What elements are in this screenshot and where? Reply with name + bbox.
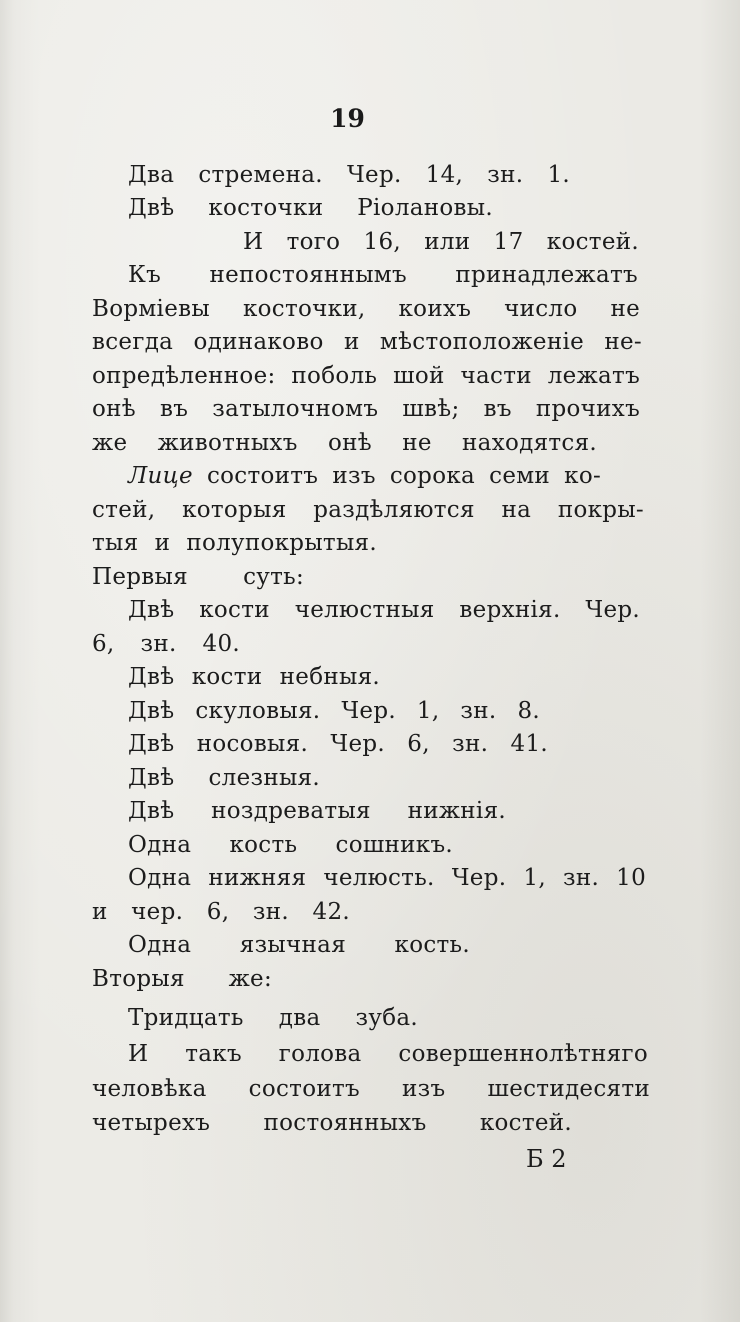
italic-term: Лице	[128, 463, 193, 489]
text-line: Двѣ слезныя.	[128, 765, 320, 791]
text-line: Одна кость сошникъ.	[128, 832, 454, 858]
text-line: онѣ въ затылочномъ швѣ; въ прочихъ	[92, 396, 641, 422]
text-line: Два стремена. Чер. 14, зн. 1.	[128, 162, 570, 188]
text-line: тыя и полупокрытыя.	[92, 530, 377, 556]
text-line	[128, 461, 601, 491]
text-line: Двѣ носовыя. Чер. 6, зн. 41.	[128, 731, 548, 757]
text-line: 6, зн. 40.	[92, 631, 240, 657]
text-line: Двѣ кости челюстныя верхнія. Чер.	[128, 597, 641, 623]
text-line: всегда одинаково и мѣстоположеніе не-	[92, 329, 642, 355]
text-line: Двѣ скуловыя. Чер. 1, зн. 8.	[128, 698, 540, 724]
text-line: Ворміевы косточки, коихъ число не	[92, 296, 640, 322]
text-line: Первыя суть:	[92, 564, 304, 590]
text-line: стей, которыя раздѣляются на покры-	[92, 497, 644, 523]
text-line: опредѣленное: поболь шой части лежатъ	[92, 363, 641, 389]
text-line: Къ непостояннымъ принадлежатъ	[128, 262, 638, 288]
text-line: Двѣ кости небныя.	[128, 664, 381, 690]
text-line: Вторыя же:	[92, 966, 273, 992]
text-line: Одна язычная кость.	[128, 932, 470, 958]
text-line: и чер. 6, зн. 42.	[92, 899, 350, 925]
page-number: 19	[330, 104, 365, 133]
text-line: Двѣ косточки Ріолановы.	[128, 195, 493, 221]
text-line: И такъ голова совершеннолѣтняго	[128, 1041, 648, 1067]
text-line: Тридцать два зуба.	[128, 1005, 418, 1031]
text-line: четырехъ постоянныхъ костей.	[92, 1110, 572, 1136]
text-line: же животныхъ онѣ не находятся.	[92, 430, 598, 456]
text-line: Двѣ ноздреватыя нижнія.	[128, 798, 507, 824]
text-line: Одна нижняя челюсть. Чер. 1, зн. 10	[128, 865, 647, 891]
text-line: И того 16, или 17 костей.	[243, 229, 639, 255]
text-segment: состоитъ изъ сорока семи ко-	[192, 463, 602, 489]
signature-mark: Б 2	[526, 1145, 567, 1173]
text-line: человѣка состоитъ изъ шестидесяти	[92, 1076, 650, 1102]
